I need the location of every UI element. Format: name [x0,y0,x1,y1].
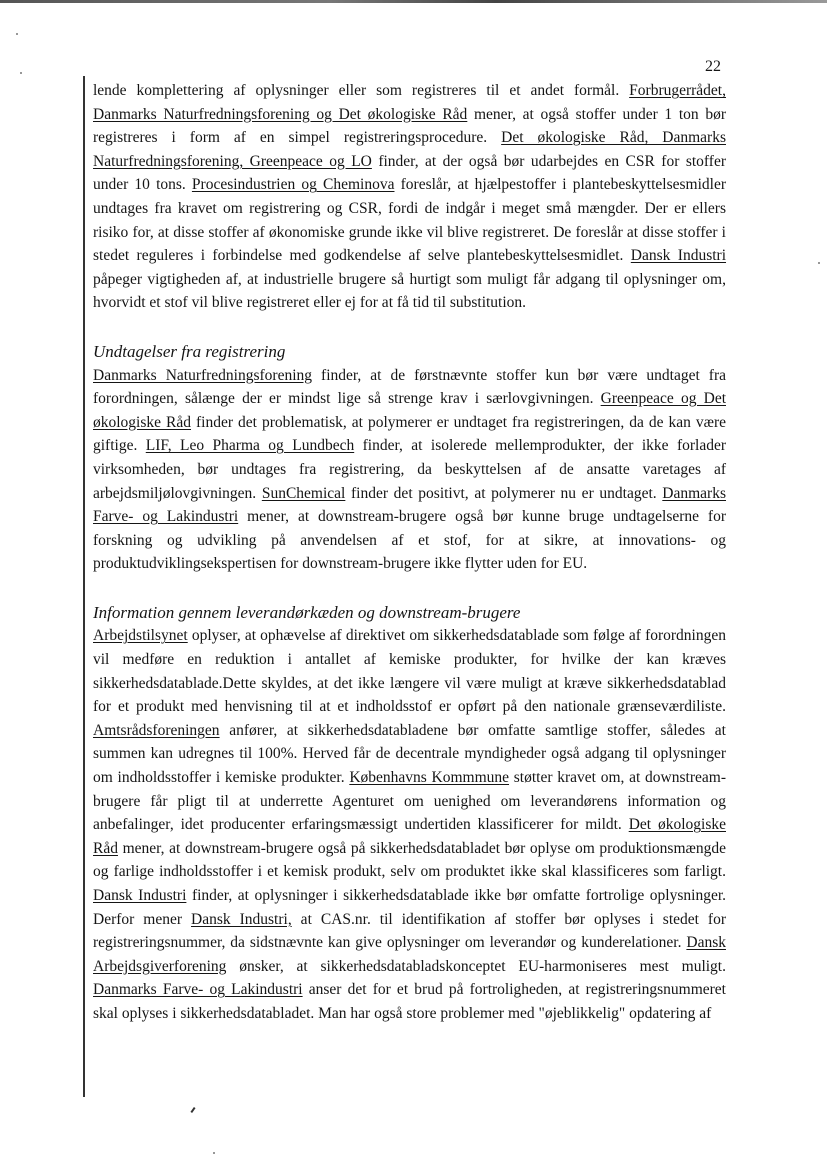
text-run: påpeger vigtigheden af, at industrielle brugere så hurtigt som muligt får adgang til oplysninger om, hvorvidt et stof vil blive registreret eller ej for at få tid til substitution. [93,270,726,312]
organization-name: Danmarks Farve- og Lakindustri [93,484,726,526]
scan-top-edge [0,0,827,3]
organization-name: Forbrugerrådet, Danmarks Naturfredningsforening og Det økologiske Råd [93,82,726,123]
paragraph-supply-chain [93,624,726,1025]
text-run: finder det problematisk, at polymerer er undtaget fra registreringen, da de kan være giftige. [93,413,726,455]
paragraph-registration-scope [93,79,726,315]
organization-name: Danmarks Farve- og Lakindustri [93,981,303,999]
scan-speck [20,72,22,74]
document-body [93,79,726,1026]
paragraph-exemptions [93,364,726,576]
text-run: finder, at isolerede mellemprodukter, der ikke forlader virksomheden, bør undtages fra registrering, da beskyttelsen af de ansatte varetages af arbejdsmiljølovgivningen. [93,437,726,502]
organization-name: Dansk Industri [630,247,727,265]
organization-name: LIF, Leo Pharma og Lundbech [145,437,355,455]
organization-name: Det økologiske Råd, Danmarks Naturfredningsforening, Greenpeace og LO [93,129,726,170]
text-run: oplyser, at ophævelse af direktivet om sikkerhedsdatablade som følge af forordningen vil medføre en reduktion i antallet af kemiske produkter, for hvilke der kan kræves sikkerhedsdatablade.Dette skyldes, at det ikke længere vil være muligt at kræve sikkerhedsdatablad for et produkt med henvisning til at et indholdsstof er opført på den nationale grænseværdiliste. [93,627,726,716]
text-run: støtter kravet om, at downstream-brugere får pligt til at underrette Agenturet om uenighed om leverandørens information og anbefalinger, idet producenter erfaringsmæssigt undertiden klassificerer for mildt. [93,769,726,834]
text-run: finder, at der også bør udarbejdes en CSR for stoffer under 10 tons. [93,152,726,194]
text-run: anfører, at sikkerhedsdatabladene bør omfatte samtlige stoffer, således at summen kan udregnes til 100%. Herved får de decentrale myndigheder også adgang til oplysninger om indholdsstoffer i kemiske produkter. [93,721,726,787]
organization-name: Danmarks Naturfredningsforening [93,366,313,384]
text-run: mener, at downstream-brugere også bør kunne bruge undtagelserne for forskning og udvikling på anvendelsen af et stof, for at sikre, at innovations- og produktudviklingsekspertisen for downstream-brugere ikke flytter uden for EU. [93,508,726,573]
section-heading-exemptions: Undtagelser fra registrering [93,341,286,361]
margin-bar [83,76,85,1097]
organization-name: Dansk Industri [93,887,187,904]
organization-name: Københavns Kommmune [349,769,510,787]
text-run: anser det for et brud på fortroligheden, at registreringsnummeret skal oplyses i sikkerhedsdatabladet. Man har også store problemer med "øjeblikkelig" opdatering af [93,981,726,1022]
organization-name: Greenpeace og Det økologiske Råd [93,390,726,431]
scan-speck [818,262,820,264]
organization-name: Arbejdstilsynet [93,627,188,645]
text-run: finder det positivt, at polymerer nu er undtaget. [345,484,663,502]
text-run: ønsker, at sikkerhedsdatabladskonceptet EU-harmoniseres mest muligt. [226,957,726,975]
text-run: mener, at downstream-brugere også på sikkerhedsdatabladet bør oplyse om produktionsmængde og farlige indholdsstoffer i et kemisk produkt, selv om produktet ikke skal klassificeres som farligt. [93,839,726,881]
pen-mark [190,1107,195,1113]
organization-name: Procesindustrien og Cheminova [191,176,395,194]
organization-name: Dansk Industri, [191,910,292,928]
organization-name: Det økologiske Råd [93,816,726,857]
text-run: at CAS.nr. til identifikation af stoffer bør oplyses i stedet for registreringsnummer, da sidstnævnte kan give oplysninger om leverandør og kunderelationer. [93,910,727,952]
organization-name: SunChemical [261,484,346,502]
text-run: finder, at de førstnævnte stoffer kun bør være undtaget fra forordningen, sålænge der er mindst lige så strenge krav i særlovgivningen. [93,366,727,408]
text-run: lende komplettering af oplysninger eller som registreres til et andet formål. [93,82,630,99]
scan-speck [213,1152,215,1154]
scan-speck [16,33,18,35]
organization-name: Amtsrådsforeningen [93,721,220,739]
text-run: foreslår, at hjælpestoffer i plantebeskyttelsesmidler undtages fra kravet om registrering og CSR, fordi de indgår i meget små mængder. Der er ellers risiko for, at disse stoffer af økonomiske grunde ikke vil blive registreret. De foreslår at disse stoffer i stedet reguleres i forbindelse med godkendelse af selve plantebeskyttelsesmidlet. [93,176,726,265]
section-heading-supply-chain: Information gennem leverandørkæden og downstream-brugere [93,602,521,622]
page-number: 22 [705,58,721,75]
organization-name: Dansk Arbejdsgiverforening [93,934,726,975]
text-run: finder, at oplysninger i sikkerhedsdatablade ikke bør omfatte fortrolige oplysninger. Derfor mener [93,887,727,928]
text-run: mener, at også stoffer under 1 ton bør registreres i form af en simpel registreringsprocedure. [93,105,726,147]
